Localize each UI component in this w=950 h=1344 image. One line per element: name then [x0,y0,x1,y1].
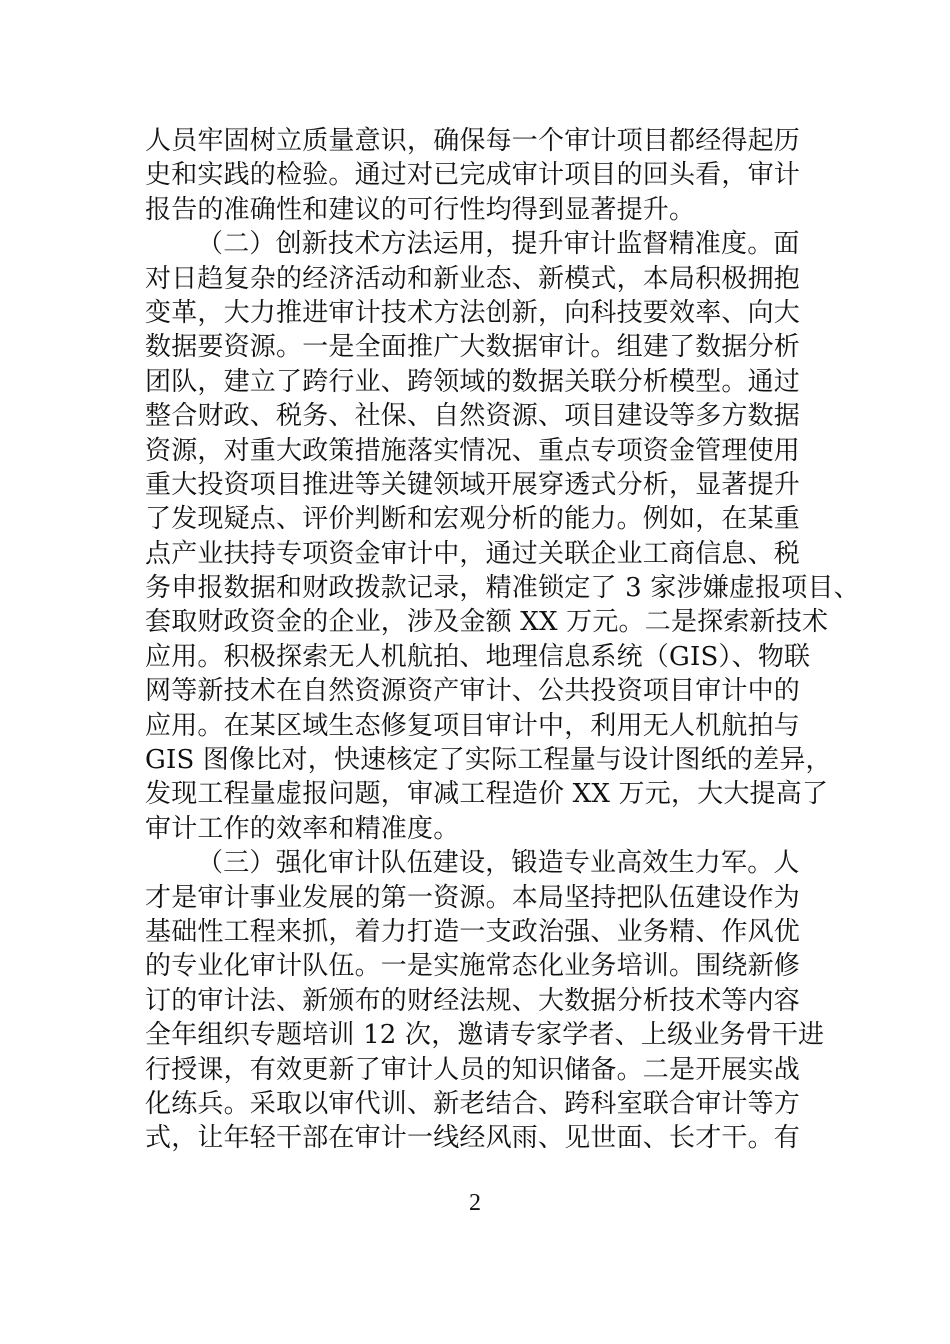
text-line: 化练兵。采取以审代训、新老结合、跨科室联合审计等方 [145,1088,801,1119]
section-heading-line: （二）创新技术方法运用，提升审计监督精准度。面 [197,229,800,260]
text-line: 全年组织专题培训 12 次，邀请专家学者、上级业务骨干进 [145,1020,825,1051]
text-line: 审计工作的效率和精准度。 [145,813,460,844]
text-line: 变革，大力推进审计技术方法创新，向科技要效率、向大 [145,297,801,328]
text-line: 数据要资源。一是全面推广大数据审计。组建了数据分析 [145,332,801,363]
text-line: 务申报数据和财政拨款记录，精准锁定了 3 家涉嫌虚报项目、 [145,573,860,604]
text-line: GIS 图像比对，快速核定了实际工程量与设计图纸的差异， [145,745,832,776]
text-line: 点产业扶持专项资金审计中，通过关联企业工商信息、税 [145,538,801,569]
text-line: 团队，建立了跨行业、跨领域的数据关联分析模型。通过 [145,366,801,397]
text-line: 对日趋复杂的经济活动和新业态、新模式，本局积极拥抱 [145,263,801,294]
section-heading-line: （三）强化审计队伍建设，锻造专业高效生力军。人 [197,848,800,879]
text-line: 网等新技术在自然资源资产审计、公共投资项目审计中的 [145,676,801,707]
text-line: 报告的准确性和建议的可行性均得到显著提升。 [145,194,696,225]
text-line: 资源，对重大政策措施落实情况、重点专项资金管理使用 [145,435,801,466]
text-line: 式，让年轻干部在审计一线经风雨、见世面、长才干。有 [145,1123,801,1154]
text-line: 应用。积极探索无人机航拍、地理信息系统（GIS）、物联 [145,641,811,672]
text-line: 才是审计事业发展的第一资源。本局坚持把队伍建设作为 [145,882,801,913]
text-line: 订的审计法、新颁布的财经法规、大数据分析技术等内容 [145,985,801,1016]
text-line: 套取财政资金的企业，涉及金额 XX 万元。二是探索新技术 [145,607,829,638]
text-line: 人员牢固树立质量意识，确保每一个审计项目都经得起历 [145,126,801,156]
text-line: 史和实践的检验。通过对已完成审计项目的回头看，审计 [145,160,801,191]
page-number: 2 [469,1190,481,1216]
text-line: 重大投资项目推进等关键领域开展穿透式分析，显著提升 [145,469,801,500]
text-line: 基础性工程来抓，着力打造一支政治强、业务精、作风优 [145,916,801,947]
text-line: 发现工程量虚报问题，审减工程造价 XX 万元，大大提高了 [145,779,829,810]
text-line: 了发现疑点、评价判断和宏观分析的能力。例如，在某重 [145,504,801,535]
text-line: 的专业化审计队伍。一是实施常态化业务培训。围绕新修 [145,951,801,982]
text-line: 行授课，有效更新了审计人员的知识储备。二是开展实战 [145,1054,801,1085]
text-line: 整合财政、税务、社保、自然资源、项目建设等多方数据 [145,401,801,432]
text-line: 应用。在某区域生态修复项目审计中，利用无人机航拍与 [145,710,801,741]
document-body [145,124,860,1156]
